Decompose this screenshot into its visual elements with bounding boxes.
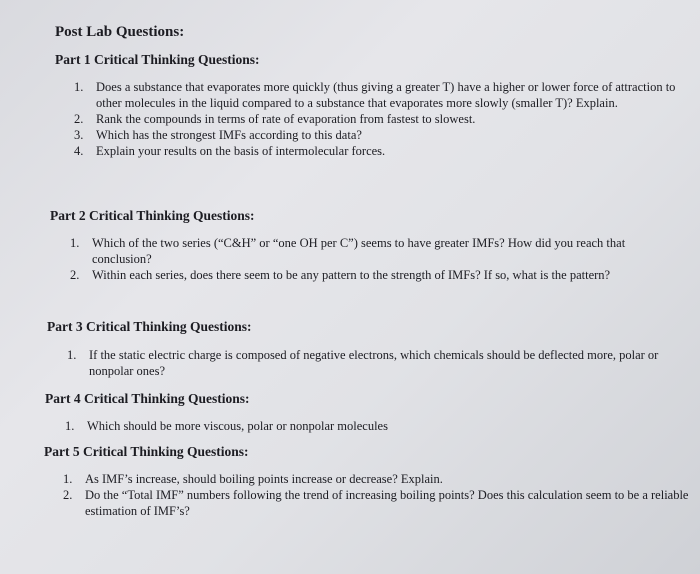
part-4-question-list — [65, 418, 685, 434]
part-1-question-1 — [74, 79, 684, 111]
question-text: Explain your results on the basis of intermolecular forces. — [96, 144, 386, 158]
question-number: 2. — [70, 268, 80, 282]
part-5-question-2 — [63, 487, 695, 519]
part-1-question-3 — [74, 127, 684, 143]
question-text: Rank the compounds in terms of rate of evaporation from fastest to slowest. — [96, 112, 476, 126]
part-2-question-2 — [70, 267, 685, 283]
part-3-heading: Part 3 Critical Thinking Questions: — [47, 319, 252, 334]
question-text: Which should be more viscous, polar or nonpolar molecules — [87, 419, 388, 433]
part-2-question-list — [70, 235, 685, 283]
question-number: 1. — [70, 236, 80, 250]
part-3-question-1 — [67, 347, 687, 379]
question-text: Which of the two series (“C&H” or “one OH per C”) seems to have greater IMFs? How did you reach that conclusion? — [92, 236, 626, 266]
part-1-question-2 — [74, 111, 684, 127]
question-number: 1. — [63, 472, 73, 486]
part-1-heading: Part 1 Critical Thinking Questions: — [55, 52, 260, 67]
question-text: If the static electric charge is composed of negative electrons, which chemicals should be deflected more, polar or nonpolar ones? — [89, 348, 659, 378]
part-1-question-list — [74, 79, 684, 159]
question-number: 1. — [74, 80, 84, 94]
part-4-question-1 — [65, 418, 685, 434]
part-1-question-4 — [74, 143, 684, 159]
question-text: Does a substance that evaporates more quickly (thus giving a greater T) have a higher or lower force of attraction to other molecules in the liquid compared to a substance that evaporates more slowly (smaller T)? Explain. — [96, 80, 676, 110]
part-2-question-1 — [70, 235, 685, 267]
page-title: Post Lab Questions: — [55, 24, 185, 40]
part-5-question-list — [63, 471, 695, 519]
part-5-question-1 — [63, 471, 695, 487]
question-number: 1. — [65, 419, 75, 433]
question-number: 4. — [74, 144, 84, 158]
part-2-heading: Part 2 Critical Thinking Questions: — [50, 208, 255, 223]
question-number: 1. — [67, 348, 77, 362]
question-number: 2. — [74, 112, 84, 126]
part-4-heading: Part 4 Critical Thinking Questions: — [45, 391, 250, 406]
question-number: 2. — [63, 488, 73, 502]
question-text: Which has the strongest IMFs according to this data? — [96, 128, 362, 142]
question-text: Do the “Total IMF” numbers following the trend of increasing boiling points? Does this calculation seem to be a reliable estimation of IMF’s? — [85, 488, 689, 518]
question-text: As IMF’s increase, should boiling points increase or decrease? Explain. — [85, 472, 443, 486]
question-text: Within each series, does there seem to be any pattern to the strength of IMFs? If so, what is the pattern? — [92, 268, 611, 282]
part-3-question-list — [67, 347, 687, 379]
part-5-heading: Part 5 Critical Thinking Questions: — [44, 444, 249, 459]
question-number: 3. — [74, 128, 84, 142]
